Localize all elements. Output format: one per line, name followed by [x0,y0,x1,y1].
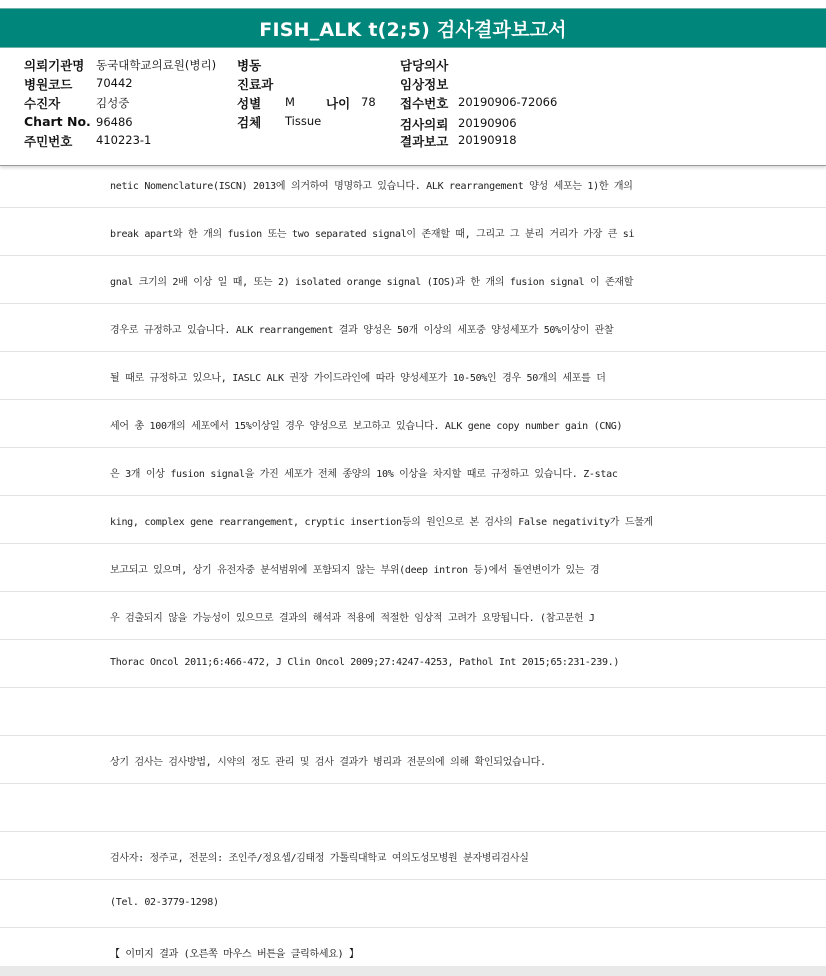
age-label: 나이 [326,96,351,111]
report-line [0,544,826,592]
specimen-value: Tissue [285,114,322,128]
bottom-scroll-strip [0,966,826,976]
receipt-no-label: 접수번호 [400,96,449,111]
report-line-text: break apart와 한 개의 fusion 또는 two separated signal이 존재할 때, 그리고 그 분리 거리가 가장 큰 si [110,229,635,240]
report-line [0,208,826,256]
report-title-bar [0,8,826,48]
report-title: FISH_ALK t(2;5) 검사결과보고서 [259,18,567,41]
report-line [0,400,826,448]
report-line [0,496,826,544]
report-line [0,160,826,208]
report-line [0,736,826,784]
report-line [0,640,826,688]
report-line [0,352,826,400]
patient-info-header [0,50,826,166]
sex-value: M [285,95,295,109]
patient-label: 수진자 [24,96,61,111]
report-line-text: Thorac Oncol 2011;6:466-472, J Clin Oncol 2009;27:4247-4253, Pathol Int 2015;65:231-239.) [110,657,620,668]
report-line [0,832,826,880]
ward-label: 병동 [237,58,262,73]
report-line-text: 우 검출되지 않을 가능성이 있으므로 결과의 해석과 적용에 적절한 임상적 고려가 요망됩니다. (참고문헌 J [110,613,595,624]
department-label: 진료과 [237,77,274,92]
report-line-text: 상기 검사는 검사방법, 시약의 정도 관리 및 검사 결과가 병리과 전문의에 의해 확인되었습니다. [110,757,546,768]
age-value: 78 [361,95,376,109]
report-date-value: 20190918 [458,133,517,147]
chart-no-value: 96486 [96,115,133,129]
id-no-value: 410223-1 [96,133,152,147]
physician-label: 담당의사 [400,58,449,73]
image-result-link-row[interactable] [0,928,826,966]
report-line-text: 보고되고 있으며, 상기 유전자중 분석범위에 포함되지 않는 부위(deep intron 등)에서 돌연변이가 있는 경 [110,565,600,576]
request-date-value: 20190906 [458,116,517,130]
report-line-text: 경우로 규정하고 있습니다. ALK rearrangement 결과 양성은 50개 이상의 세포중 양성세포가 50%이상이 관찰 [110,325,614,336]
report-line-text: gnal 크기의 2배 이상 일 때, 또는 2) isolated orange signal (IOS)과 한 개의 fusion signal 이 존재할 [110,277,634,288]
institution-value: 동국대학교의료원(병리) [96,58,217,72]
chart-no-label: Chart No. [24,114,91,129]
report-line-text: king, complex gene rearrangement, cryptic insertion등의 원인으로 본 검사의 False negativity가 드물게 [110,517,653,528]
id-no-label: 주민번호 [24,134,73,149]
report-date-label: 결과보고 [400,134,449,149]
sex-label: 성별 [237,96,262,111]
report-line-text: 세어 총 100개의 세포에서 15%이상일 경우 양성으로 보고하고 있습니다. ALK gene copy number gain (CNG) [110,421,623,432]
report-line-text: 은 3개 이상 fusion signal을 가진 세포가 전체 종양의 10% 이상을 차지할 때로 규정하고 있습니다. Z-stac [110,469,618,480]
report-line-text: 될 때로 규정하고 있으나, IASLC ALK 권장 가이드라인에 따라 양성세포가 10-50%인 경우 50개의 세포를 더 [110,373,606,384]
report-line-text: netic Nomenclature(ISCN) 2013에 의거하여 명명하고 있습니다. ALK rearrangement 양성 세포는 1)한 개의 [110,181,633,192]
report-line [0,448,826,496]
report-line [0,592,826,640]
request-date-label: 검사의뢰 [400,117,449,132]
institution-label: 의뢰기관명 [24,58,85,73]
patient-value: 김성중 [96,96,130,110]
report-body[interactable] [0,160,826,966]
report-line [0,880,826,928]
report-line-text: 검사자: 정주교, 전문의: 조인주/정요셉/김태정 가톨릭대학교 여의도성모병원 분자병리검사실 [110,853,529,864]
receipt-no-value: 20190906-72066 [458,95,558,109]
specimen-label: 검체 [237,115,262,130]
report-line [0,688,826,736]
report-line [0,784,826,832]
image-result-link[interactable]: 【 이미지 결과 (오른쪽 마우스 버튼을 클릭하세요) 】 [110,949,359,960]
hospital-code-value: 70442 [96,76,133,90]
clinical-info-label: 임상정보 [400,77,449,92]
report-line [0,304,826,352]
report-line [0,256,826,304]
report-line-text: (Tel. 02-3779-1298) [110,897,219,908]
hospital-code-label: 병원코드 [24,77,73,92]
